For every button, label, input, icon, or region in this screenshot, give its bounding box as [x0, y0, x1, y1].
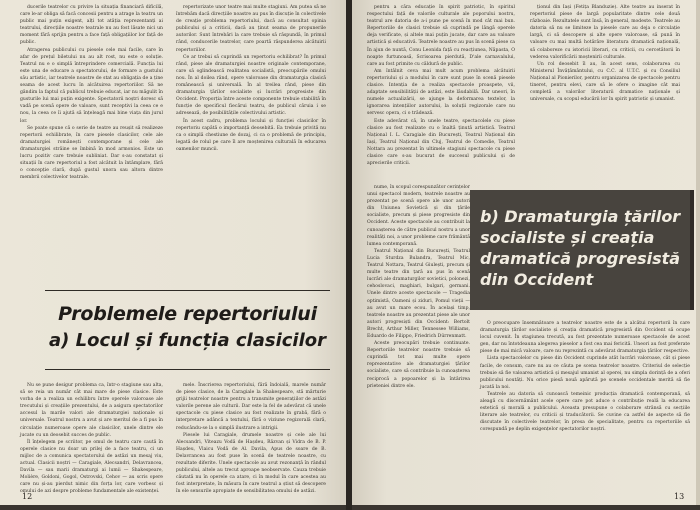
- left-col2-top: [176, 4, 326, 282]
- section-title: b) Dramaturgia țărilor socialiste și creația dramatică progresistă din Occident: [480, 207, 681, 289]
- paragraph: Lista spectacolelor cu piese din Occident cuprinde atât lucrări valoroase, cât și piese facile, de consum, care nu au ce căuta pe scena teatrelor noastre. Criteriul de selecție trebuie să fie valoarea artistică și mesajul umanist al operei, nu simpla dorință de a oferi publicului noutăți. Nu orice piesă nouă apărută pe scenele occidentale merită să fie jucată la noi.: [480, 356, 690, 390]
- article-title-block: [45, 290, 330, 370]
- paragraph: Teatrul Național din București, Teatrul Lucia Sturdza Bulandra, Teatrul Mic, Teatrul Nottara, Teatrul Giulești, precum și multe teatre din țară au pus în scenă lucrări ale dramaturgilor sovietici, polonezi, cehoslovaci, maghiari, bulgari, germani. Unele dintre aceste spectacole — Tragedia optimistă, Oameni și ziduri, Pomul vieții — au avut un mare ecou. În același timp, teatrele noastre au prezentat piese ale unor autori progresiști din Occident: Bertolt Brecht, Arthur Miller, Tennessee Williams, Eduardo de Filippo, Friedrich Dürrenmatt.: [367, 248, 470, 339]
- left-col2-bottom: [176, 382, 326, 495]
- paragraph: Ce ar trebui să cuprindă un repertoriu echilibrat? În primul rând, piese ale dramaturgiei noastre originale contemporane, care să oglindească realitatea socialistă, preocupările omului nou. În al doilea rând, opere valoroase din dramaturgia clasică românească și universală. În al treilea rând, piese din dramaturgia țărilor socialiste și lucrări progresiste din Occident. Proporția între aceste componente trebuie stabilită în funcție de specificul fiecărui teatru, de publicul căruia i se adresează, de posibilitățile colectivului artistic.: [176, 54, 326, 117]
- paragraph: repertorizate unor teatre mai multe stagiuni. Am putea să ne întrebăm dacă direcțiile noastre au pus în discuție în colectivele de creație problema repertoriului, dacă au consultat opinia publicului și a criticii, dacă au ținut seama de propunerile autorilor. Sunt întrebări la care trebuie să răspundă, în primul rând, conducerile teatrelor, care poartă răspunderea alcătuirii repertoriilor.: [176, 5, 326, 53]
- paragraph: Îl înțelegem pe scriitor, pe omul de teatru care caută în operele clasice nu doar un prilej de a face teatru, ci un mijloc de a comunica spectatorului de astăzi un mesaj viu, actual. Clasicii noștri — Caragiale, Alecsandri, Delavrancea, Davila — sau marii dramaturgi ai lumii — Shakespeare, Molière, Goldoni, Gogol, Ostrovski, Cehov — au scris opere care nu și-au pierdut nimic din forța lor, care vorbesc și omului de azi despre probleme fundamentale ale existenței.: [20, 439, 163, 495]
- left-col1-top: [20, 4, 163, 282]
- page-edge: [696, 0, 700, 505]
- paragraph: nume, în scopul corespunzător cerințelor unui spectacol modern, teatrele noastre au prezentat pe scenă opere ale unor autori din Uniunea Sovietică și din țările socialiste, precum și piese progresiste din Occident. Aceste spectacole au contribuit la cunoașterea de către publicul nostru a unor realități noi, a unor probleme care frământă lumea contemporană.: [367, 185, 470, 247]
- paragraph: Este adevărat că, în unele teatre, spectacolele cu piese clasice au fost realizate cu o înaltă ținută artistică. Teatrul Național I. L. Caragiale din București, Teatrul Național din Iași, Teatrul Național din Cluj, Teatrul de Comedie, Teatrul Nottara au prezentat în ultimele stagiuni spectacole cu piese clasice care s-au bucurat de succesul publicului și de aprecierile criticii.: [367, 118, 515, 167]
- paragraph: Se poate spune că o serie de teatre au reușit să realizeze repertorii echilibrate, în care piesele clasicilor, cele ale dramaturgiei românești contemporane și cele ale dramaturgiei străine se îmbină în mod armonios. Este un lucru pozitiv care trebuie subliniat. Dar s-au constatat și situații în care repertoriul a fost alcătuit la întâmplare, fără o concepție clară, după gustul unora sau altora dintre membrii colectivelor teatrale.: [20, 125, 163, 181]
- paragraph: ducerile teatrelor cu privire la situația financiară dificilă, care le-ar obliga să facă concesii pentru a atrage la teatru un public mai puțin exigent, alți tot atâția reprezentanți ai teatrului, direcțiile noastre teatrale nu au fost lăsate nici un moment fără sprijin pentru a face față obligațiilor lor față de public.: [20, 5, 163, 46]
- paragraph: Atragerea publicului cu piesele cele mai facile, care în afar de prețul biletului nu au alt rost, nu este o soluție. Teatrul nu e o simplă întreprindere comercială. Funcția lui este una de educare a spectatorului, de formare a gustului său artistic, iar teatrele noastre de stat au obligația de a ține seama de acest lucru în alcătuirea repertoriilor. Să ne gândim la faptul că publicul trebuie educat, iar nu măgulit în gusturile lui mai puțin exigente. Spectatorii noștri doresc să vadă pe scenă opere de valoare, sunt receptivi la ceea ce e nou, la ceea ce îi ajută să înțeleagă mai bine viața din jurul lor.: [20, 47, 163, 124]
- paragraph: mele. Înscrierea repertoriului, fără îndoială, marele număr de piese clasice, de la Caragiale la Shakespeare, stă mărturie grijii teatrelor noastre pentru a transmite generațiilor de astăzi valorile perene ale culturii. Dar este la fel de adevărat că unele spectacole cu piese clasice au fost realizate în grabă, fără o interpretare adâncă a textului, fără o viziune regizorală clară, reducându-se la o simplă ilustrare a intrigii.: [176, 383, 326, 431]
- paragraph: pentru a căra educație în spirit patriotic, în spiritul respectului față de valorile culturale ale poporului nostru, teatrul are datoria de a-i pune pe scenă în mod cât mai bun. Repertoriile de clasici trebuie să cuprindă pe lângă operele deja verificate, și altele mai puțin jucate, dar care au valoare artistică și educativă. Teatrele noastre au pus în scenă piese ca În ajun de nuntă, Conu Leonida față cu reacțiunea, Năpasta, O noapte furtunoasă, Scrisoarea pierdută, D'ale carnavalului, care au fost primite cu căldură de public.: [367, 5, 515, 67]
- right-col2-top: [530, 4, 680, 176]
- left-page: [0, 0, 346, 505]
- paragraph: O preocupare însemnătoare a teatrelor noastre este de a alcătui repertorii în care dramaturgia țărilor socialiste și creația dramatică progresistă din Occident să ocupe locul cuvenit. În stagiunea trecută, au fost prezentate numeroase spectacole de acest gen, dar nu întotdeauna alegerea pieselor a fost cea mai fericită. Uneori au fost preferate piese de mai mică valoare, care nu reprezintă cu adevărat dramaturgia țărilor respective.: [480, 321, 690, 355]
- paragraph: Teatrele au datoria să cunoască temeinic producția dramatică contemporană, să aleagă cu discernământ acele opere care pot aduce o contribuție reală la educarea estetică și morală a publicului. Aceasta presupune o colaborare strânsă cu secțiile literare ale teatrelor, cu criticii și traducătorii. Se cuvine ca astfel de aspecte să fie discutate în colectivele teatrelor, în presa de specialitate, pentru ca repertoriile să corespundă pe deplin exigențelor spectatorilor noștri.: [480, 391, 690, 433]
- article-title: Problemele repertoriului: [58, 303, 317, 325]
- article-subtitle: a) Locul și funcția clasicilor: [49, 330, 326, 351]
- paragraph: ționul din Iași (Fetița Blanduzie). Alte teatre au inserat în repertoriul piese de largă popularitate dintre cele două războaie. Rezultatele sunt însă, în general, modeste. Teatrele au datoria să nu se limiteze la piesele care au deja o circulație largă, ci să descopere și alte opere valoroase, să pună în valoare cu mai multă hotărâre literatura dramatică națională, să colaboreze cu istoricii literari, cu criticii, cu cercetătorii în vederea valorificării moștenirii culturale.: [530, 5, 680, 60]
- right-col2-bottom: [480, 320, 690, 490]
- paragraph: Nu se pune desigur problema ca, într-o stagiune sau alta, să se reia un număr cât mai mare de piese clasice. Este vorba de a realiza un echilibru între operele valoroase ale trecutului și creațiile prezentului, de a asigura spectatorilor accesul la marile valori ale dramaturgiei naționale și universale. Teatrul nostru a avut și are meritul de a fi pus în circulație numeroase opere ale clasicilor, unele dintre ele jucate cu un deosebit succes de public.: [20, 383, 163, 438]
- page-number-right: 13: [674, 492, 685, 501]
- left-col1-bottom: [20, 382, 163, 495]
- paragraph: Piesele lui Caragiale, drumele noastre și cele ale lui Alecsandri, Viteazu Vodă de Hașdeu, Răzvan și Vidra de B. P. Hașdeu, Vlaicu Vodă de Al. Davila, Apus de soare de B. Delavrancea au fost puse în scenă de teatrele noastre, cu rezultate diferite. Unele spectacole au avut rezonanță în rândul publicului, altele au trecut aproape neobservate. Cauza trebuie căutată nu în operele ca atare, ci în modul în care acestea au fost interpretate, în măsura în care teatrul a știut să descopere în ele sensurile apropiate de sensibilitatea omului de astăzi.: [176, 432, 326, 495]
- paragraph: Un rol deosebit îl au, în acest sens, colaborarea cu Ministerul Învățământului, cu C.C. al U.T.C. și cu Consiliul Național al Pionierilor, pentru organizarea de spectacole pentru tineret, pentru elevi, care să le ofere o imagine cât mai completă a valorilor literaturii dramatice naționale și universale, cu scopul educării lor în spirit patriotic și umanist.: [530, 61, 680, 103]
- right-col1-bottom: [367, 184, 470, 490]
- section-heading-box: [470, 190, 694, 310]
- paragraph: În acest cadru, problema locului și funcției clasicilor în repertoriu capătă o importanță deosebită. Ea trebuie privită nu ca o simplă chestiune de dozaj, ci ca o problemă de principiu, legată de rolul pe care îl are moștenirea culturală în educarea oamenilor muncii.: [176, 118, 326, 152]
- paragraph: Aceste preocupări trebuie continuate. Repertoriile teatrelor noastre trebuie să cuprindă tot mai multe opere reprezentative ale dramaturgiei țărilor socialiste, care să contribuie la cunoașterea reciprocă a popoarelor și la întărirea prieteniei dintre ele.: [367, 341, 470, 389]
- right-col1-top: [367, 4, 515, 176]
- paragraph: Am întâlnit ceva mai mult acum problema alcătuirii repertoriului și a modului în care sunt puse în scenă piesele clasice. Intenția de a realiza spectacole proaspete, vii, adaptate sensibilității de astăzi, este lăudabilă. Dar uneori, în numele actualizării, se ajunge la deformarea textelor, la ignorarea intențiilor autorului, la soluții regizorale care nu servesc opera, ci o trădează.: [367, 68, 515, 117]
- page-number-left: 12: [22, 492, 33, 501]
